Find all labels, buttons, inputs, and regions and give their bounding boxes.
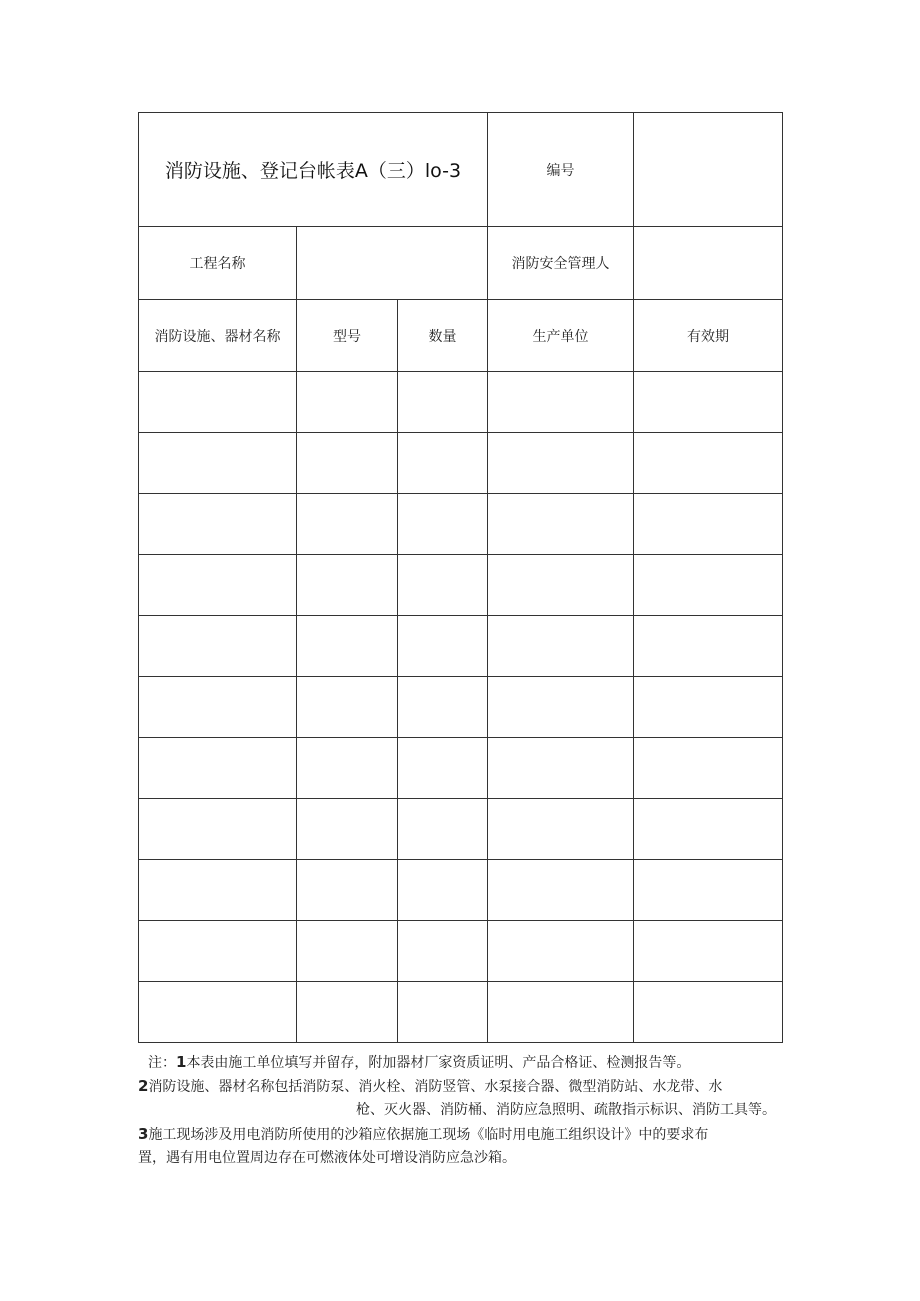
cell-equipment-name[interactable] — [139, 738, 297, 799]
cell-quantity[interactable] — [398, 738, 488, 799]
cell-equipment-name[interactable] — [139, 799, 297, 860]
cell-quantity[interactable] — [398, 677, 488, 738]
note-prefix: 注： — [148, 1055, 176, 1071]
cell-manufacturer[interactable] — [488, 677, 634, 738]
cell-quantity[interactable] — [398, 494, 488, 555]
table-row — [139, 982, 783, 1043]
project-name-label: 工程名称 — [139, 227, 297, 300]
cell-equipment-name[interactable] — [139, 921, 297, 982]
cell-model[interactable] — [297, 616, 398, 677]
column-header-model: 型号 — [297, 300, 398, 372]
cell-quantity[interactable] — [398, 860, 488, 921]
note-3-continued — [138, 1146, 784, 1170]
table-row — [139, 616, 783, 677]
table-row — [139, 860, 783, 921]
cell-expiry[interactable] — [634, 921, 783, 982]
note-2 — [138, 1074, 784, 1098]
cell-manufacturer[interactable] — [488, 860, 634, 921]
number-value-cell[interactable] — [634, 113, 783, 227]
column-header-equipment-name: 消防设施、器材名称 — [139, 300, 297, 372]
notes-section — [138, 1050, 784, 1170]
cell-expiry[interactable] — [634, 982, 783, 1043]
column-header-expiry: 有效期 — [634, 300, 783, 372]
table-body — [139, 372, 783, 1043]
cell-manufacturer[interactable] — [488, 738, 634, 799]
cell-quantity[interactable] — [398, 372, 488, 433]
number-label: 编号 — [488, 113, 634, 227]
cell-quantity[interactable] — [398, 982, 488, 1043]
cell-quantity[interactable] — [398, 799, 488, 860]
cell-expiry[interactable] — [634, 616, 783, 677]
cell-equipment-name[interactable] — [139, 433, 297, 494]
note-3 — [138, 1122, 784, 1146]
cell-model[interactable] — [297, 799, 398, 860]
cell-model[interactable] — [297, 921, 398, 982]
cell-expiry[interactable] — [634, 372, 783, 433]
cell-expiry[interactable] — [634, 433, 783, 494]
cell-equipment-name[interactable] — [139, 616, 297, 677]
cell-equipment-name[interactable] — [139, 555, 297, 616]
cell-expiry[interactable] — [634, 799, 783, 860]
form-title: 消防设施、登记台帐表A（三）lo-3 — [139, 113, 488, 227]
cell-manufacturer[interactable] — [488, 372, 634, 433]
cell-expiry[interactable] — [634, 860, 783, 921]
cell-expiry[interactable] — [634, 555, 783, 616]
cell-quantity[interactable] — [398, 433, 488, 494]
column-header-quantity: 数量 — [398, 300, 488, 372]
cell-quantity[interactable] — [398, 921, 488, 982]
cell-manufacturer[interactable] — [488, 982, 634, 1043]
table-row — [139, 372, 783, 433]
cell-model[interactable] — [297, 494, 398, 555]
note-3-text: 施工现场涉及用电消防所使用的沙箱应依据施工现场《临时用电施工组织设计》中的要求布 — [148, 1127, 709, 1143]
cell-expiry[interactable] — [634, 494, 783, 555]
cell-model[interactable] — [297, 982, 398, 1043]
cell-equipment-name[interactable] — [139, 494, 297, 555]
cell-equipment-name[interactable] — [139, 372, 297, 433]
cell-manufacturer[interactable] — [488, 616, 634, 677]
note-1 — [138, 1050, 784, 1074]
cell-manufacturer[interactable] — [488, 921, 634, 982]
note-2-text: 消防设施、器材名称包括消防泵、消火栓、消防竖管、水泵接合器、微型消防站、水龙带、水 — [148, 1079, 723, 1095]
cell-manufacturer[interactable] — [488, 433, 634, 494]
project-name-value-cell[interactable] — [297, 227, 488, 300]
table-row — [139, 738, 783, 799]
note-3-continued-text: 置，遇有用电位置周边存在可燃液体处可增设消防应急沙箱。 — [138, 1150, 516, 1166]
table-row — [139, 555, 783, 616]
cell-manufacturer[interactable] — [488, 555, 634, 616]
cell-model[interactable] — [297, 433, 398, 494]
cell-quantity[interactable] — [398, 555, 488, 616]
note-2-continued-text: 枪、灭火器、消防桶、消防应急照明、疏散指示标识、消防工具等。 — [356, 1102, 776, 1118]
safety-manager-label: 消防安全管理人 — [488, 227, 634, 300]
cell-equipment-name[interactable] — [139, 860, 297, 921]
cell-model[interactable] — [297, 860, 398, 921]
cell-expiry[interactable] — [634, 738, 783, 799]
note-2-number: 2 — [138, 1077, 149, 1095]
note-1-number: 1 — [176, 1053, 187, 1071]
form-header-row — [139, 113, 783, 227]
table-row — [139, 921, 783, 982]
cell-model[interactable] — [297, 372, 398, 433]
cell-equipment-name[interactable] — [139, 677, 297, 738]
cell-expiry[interactable] — [634, 677, 783, 738]
column-header-manufacturer: 生产单位 — [488, 300, 634, 372]
cell-model[interactable] — [297, 555, 398, 616]
cell-quantity[interactable] — [398, 616, 488, 677]
note-2-continued — [138, 1098, 784, 1122]
fire-facility-register-form — [138, 112, 783, 1043]
cell-model[interactable] — [297, 738, 398, 799]
cell-manufacturer[interactable] — [488, 799, 634, 860]
table-row — [139, 433, 783, 494]
column-header-row — [139, 300, 783, 372]
safety-manager-value-cell[interactable] — [634, 227, 783, 300]
table-row — [139, 799, 783, 860]
table-row — [139, 494, 783, 555]
project-info-row — [139, 227, 783, 300]
note-3-number: 3 — [138, 1125, 149, 1143]
note-1-text: 本表由施工单位填写并留存，附加器材厂家资质证明、产品合格证、检测报告等。 — [186, 1055, 691, 1071]
cell-manufacturer[interactable] — [488, 494, 634, 555]
cell-equipment-name[interactable] — [139, 982, 297, 1043]
cell-model[interactable] — [297, 677, 398, 738]
table-row — [139, 677, 783, 738]
